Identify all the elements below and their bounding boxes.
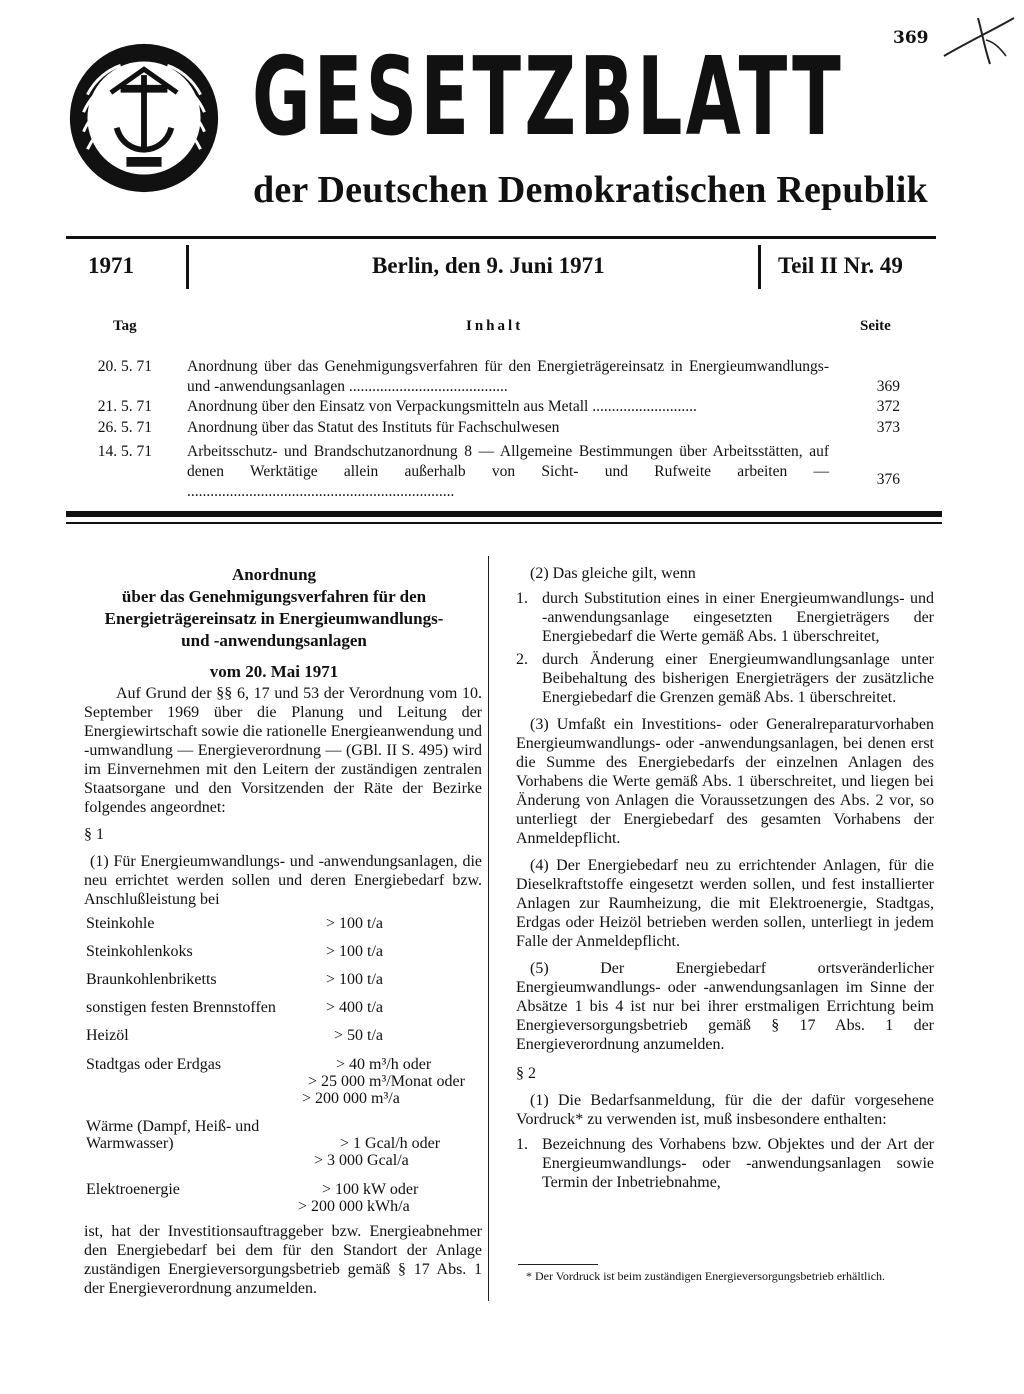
article-title bbox=[84, 564, 464, 683]
toc-entry bbox=[80, 418, 910, 438]
threshold-value: > 200 000 m³/a bbox=[302, 1090, 400, 1107]
toc-entry-date: 14. 5. 71 bbox=[97, 443, 152, 460]
threshold-value: > 40 m³/h oder bbox=[336, 1056, 432, 1073]
toc-entry-title: Anordnung über das Genehmigungsverfahren für den Energieträgereinsatz in Energieumwandlungs- und -anwendungsanlagen ......................................... bbox=[187, 358, 829, 395]
article-left-end bbox=[84, 1222, 482, 1298]
threshold-label: Warmwasser) bbox=[86, 1135, 174, 1152]
section-paragraph: (1) Die Bedarfsanmeldung, für die der dafür vorgesehene Vordruck* zu verwenden ist, muß insbesondere enthalten: bbox=[516, 1092, 934, 1128]
toc-entry-date: 26. 5. 71 bbox=[97, 419, 152, 436]
page-number: 369 bbox=[893, 28, 929, 48]
toc-entry-page: 372 bbox=[876, 398, 900, 415]
toc-entry-page: 373 bbox=[876, 419, 900, 436]
toc-entry-date: 20. 5. 71 bbox=[97, 358, 152, 375]
enumerated-item bbox=[516, 650, 934, 707]
issue-year: 1971 bbox=[88, 253, 134, 278]
threshold-value: > 100 kW oder bbox=[322, 1181, 419, 1198]
article-title-line: über das Genehmigungsverfahren für den bbox=[121, 587, 427, 606]
section-paragraph: ist, hat der Investitionsauftraggeber bzw. Energieabnehmer den Energiebedarf bei dem für den Standort der Anlage zuständigen Energieversorgungsbetrieb gemäß § 17 Abs. 1 der Energieverordnung anzumelden. bbox=[84, 1223, 482, 1297]
threshold-label: Elektroenergie bbox=[86, 1181, 180, 1198]
threshold-value: > 200 000 kWh/a bbox=[298, 1198, 410, 1215]
section-paragraph: (2) Das gleiche gilt, wenn bbox=[530, 565, 696, 582]
threshold-label: Steinkohlenkoks bbox=[86, 943, 193, 960]
enumerated-item bbox=[516, 589, 934, 646]
preamble-paragraph: Auf Grund der §§ 6, 17 und 53 der Verordnung vom 10. September 1969 über die Planung und Leitung der Energiewirtschaft sowie die rationelle Energieanwendung und -umwandlung — Energieverordnung — (GBl. II S. 495) wird im Einvernehmen mit den Leitern der zuständigen zentralen Staatsorgane und den Vorsitzenden der Räte der Bezirke folgendes angeordnet: bbox=[84, 685, 482, 816]
threshold-value: > 25 000 m³/Monat oder bbox=[308, 1073, 465, 1090]
toc-entry-title: Anordnung über das Statut des Instituts für Fachschulwesen bbox=[187, 419, 560, 436]
toc-head-page: Seite bbox=[860, 318, 891, 334]
divider-rule bbox=[66, 522, 942, 524]
article-title-line: und -anwendungsanlagen bbox=[181, 631, 367, 650]
toc-entry-page: 369 bbox=[876, 378, 900, 395]
dateline-bar bbox=[66, 236, 936, 286]
enumerated-item bbox=[516, 1135, 934, 1192]
section-heading: § 1 bbox=[84, 826, 104, 843]
divider-rule bbox=[66, 511, 942, 517]
threshold-value: > 400 t/a bbox=[326, 999, 384, 1016]
threshold-value: > 3 000 Gcal/a bbox=[314, 1152, 409, 1169]
issue-part: Teil II Nr. 49 bbox=[778, 253, 903, 278]
toc-entry-title: Arbeitsschutz- und Brandschutzanordnung 8 — Allgemeine Bestimmungen über Arbeitsstätten, auf denen Werktätige allein außerhalb von Sicht- und Rufweite arbeiten — ..................................................................... bbox=[187, 443, 829, 500]
enumerated-item-number: 1. bbox=[516, 1136, 528, 1153]
article-title-line: Energieträgereinsatz in Energieumwandlungs- bbox=[104, 609, 444, 628]
toc-entry-date: 21. 5. 71 bbox=[97, 398, 152, 415]
toc-entry bbox=[80, 442, 910, 502]
threshold-label: Wärme (Dampf, Heiß- und bbox=[86, 1118, 260, 1135]
threshold-value: > 100 t/a bbox=[326, 943, 384, 960]
toc-entry-title: Anordnung über den Einsatz von Verpackungsmitteln aus Metall ........................... bbox=[187, 398, 697, 415]
toc-entry-page: 376 bbox=[876, 471, 900, 488]
section-paragraph: (1) Für Energieumwandlungs- und -anwendungsanlagen, die neu errichtet werden sollen und deren Energiebedarf bzw. Anschlußleistung bei bbox=[84, 853, 482, 908]
threshold-value: > 50 t/a bbox=[334, 1027, 384, 1044]
threshold-label: Stadtgas oder Erdgas bbox=[86, 1056, 222, 1073]
toc-head-title: Inhalt bbox=[466, 318, 524, 334]
threshold-label: Heizöl bbox=[86, 1027, 129, 1044]
section-paragraph: (3) Umfaßt ein Investitions- oder Generalreparaturvorhaben Energieumwandlungs- oder -anwendungsanlagen, bei denen erst die Summe des Energiebedarfs der einzelnen Anlagen des Vorhabens die Werte gemäß Abs. 1 überschreitet, und liegen bei Änderung von Anlagen die Voraussetzungen des Abs. 2 vor, so unterliegt der Energiebedarf des gesamten Vorhabens der Anmeldepflicht. bbox=[516, 716, 934, 847]
threshold-value: > 100 t/a bbox=[326, 915, 384, 932]
handwritten-mark bbox=[938, 12, 1018, 72]
enumerated-item-number: 2. bbox=[516, 651, 528, 668]
issue-place-date: Berlin, den 9. Juni 1971 bbox=[372, 253, 605, 278]
enumerated-item-number: 1. bbox=[516, 590, 528, 607]
section-paragraph: (4) Der Energiebedarf neu zu errichtender Anlagen, für die Dieselkraftstoffe eingesetzt werden sollen, und fest installierter Anlagen zur Raumheizung, die mit Elektroenergie, Stadtgas, Erdgas oder Heizöl betrieben werden sollen, unterliegt in jedem Falle der Anmeldepflicht. bbox=[516, 857, 934, 950]
toc-head-date: Tag bbox=[113, 318, 137, 334]
threshold-label: Steinkohle bbox=[86, 915, 155, 932]
threshold-label: sonstigen festen Brennstoffen bbox=[86, 999, 276, 1016]
article-date: vom 20. Mai 1971 bbox=[209, 662, 339, 681]
enumerated-item-text: Bezeichnung des Vorhabens bzw. Objektes und der Art der Energieumwandlungs- oder -anwendungsanlagen sowie Termin der Inbetriebnahme, bbox=[542, 1136, 934, 1191]
threshold-value: > 1 Gcal/h oder bbox=[340, 1135, 441, 1152]
masthead-title: GESETZBLATT bbox=[252, 35, 845, 160]
toc-entry bbox=[80, 357, 910, 397]
article-left-body bbox=[84, 684, 482, 909]
dateline-separator bbox=[758, 245, 761, 289]
footnote-rule bbox=[518, 1264, 598, 1265]
enumerated-item-text: durch Änderung einer Energieumwandlungsanlage unter Beibehaltung des bisherigen Energieträgers der zusätzliche Energiebedarf die Grenzen gemäß Abs. 1 überschreitet. bbox=[542, 651, 934, 706]
enumerated-item-text: durch Substitution eines in einer Energieumwandlungs- und -anwendungsanlage eingesetzten Energieträgers der Energiebedarf die Werte gemäß Abs. 1 überschreitet, bbox=[542, 590, 934, 645]
threshold-value: > 100 t/a bbox=[326, 971, 384, 988]
section-heading: § 2 bbox=[516, 1065, 536, 1082]
dateline-separator bbox=[186, 245, 189, 289]
article-title-line: Anordnung bbox=[231, 565, 317, 584]
masthead-subtitle: der Deutschen Demokratischen Republik bbox=[253, 169, 928, 211]
article-right-body bbox=[516, 564, 934, 1192]
state-emblem-icon bbox=[66, 40, 222, 196]
footnote: * Der Vordruck ist beim zuständigen Energieversorgungsbetrieb erhältlich. bbox=[526, 1269, 886, 1283]
toc-entry bbox=[80, 397, 910, 417]
section-paragraph: (5) Der Energiebedarf ortsveränderlicher Energieumwandlungs- oder -anwendungsanlagen im Sinne der Absätze 1 bis 4 ist nur bei ihrer erstmaligen Errichtung beim Energieversorgungsbetrieb gemäß § 17 Abs. 1 der Energieverordnung anzumelden. bbox=[516, 960, 934, 1053]
threshold-label: Braunkohlenbriketts bbox=[86, 971, 217, 988]
